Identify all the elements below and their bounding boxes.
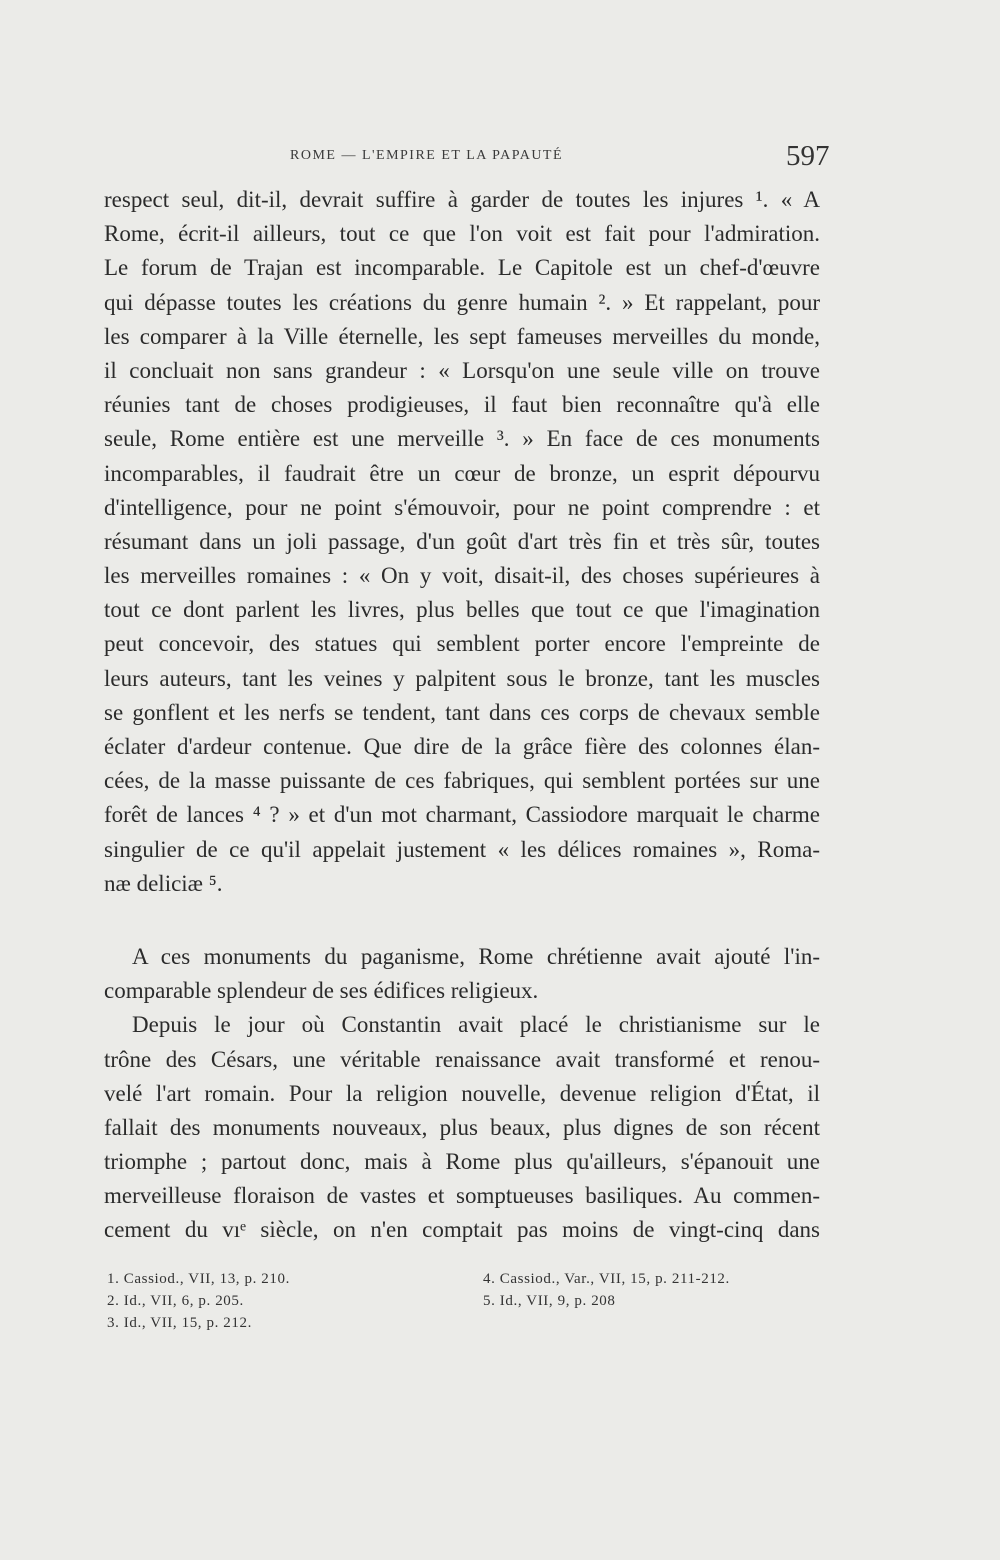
footnote: 1. Cassiod., VII, 13, p. 210.: [107, 1271, 290, 1287]
text-line: se gonflent et les nerfs se tendent, tant dans ces corps de chevaux semble: [104, 699, 820, 725]
paragraph-3: [104, 1008, 820, 1247]
text-line: velé l'art romain. Pour la religion nouvelle, devenue religion d'État, il: [104, 1080, 820, 1106]
text-line: merveilleuse floraison de vastes et somptueuses basiliques. Au commen-: [104, 1183, 820, 1209]
text-line: il concluait non sans grandeur : « Lorsqu'on une seule ville on trouve: [104, 357, 820, 383]
text-line: d'intelligence, pour ne point s'émouvoir, pour ne point comprendre : et: [104, 494, 820, 520]
text-line: comparable splendeur de ses édifices religieux.: [104, 978, 539, 1004]
text-line: Rome, écrit-il ailleurs, tout ce que l'on voit est fait pour l'admiration.: [104, 221, 820, 247]
text-line: forêt de lances ⁴ ? » et d'un mot charmant, Cassiodore marquait le charme: [104, 802, 820, 828]
page-number: 597: [786, 140, 830, 172]
paragraph-gap: [104, 901, 820, 940]
footnote: 2. Id., VII, 6, p. 205.: [107, 1293, 244, 1309]
text-line: résumant dans un joli passage, d'un goût d'art très fin et très sûr, toutes: [104, 528, 820, 554]
text-line: seule, Rome entière est une merveille ³. » En face de ces monuments: [104, 426, 820, 452]
text-line: singulier de ce qu'il appelait justement « les délices romaines », Roma-: [104, 836, 820, 862]
text-line: næ deliciæ ⁵.: [104, 870, 223, 896]
text-line: les merveilles romaines : « On y voit, disait-il, des choses supérieures à: [104, 563, 820, 589]
text-line: incomparables, il faudrait être un cœur de bronze, un esprit dépourvu: [104, 460, 820, 486]
text-line: éclater d'ardeur contenue. Que dire de la grâce fière des colonnes élan-: [104, 734, 820, 759]
footnote: 5. Id., VII, 9, p. 208: [483, 1293, 616, 1309]
text-line: triomphe ; partout donc, mais à Rome plus qu'ailleurs, s'épanouit une: [104, 1149, 820, 1175]
text-line: leurs auteurs, tant les veines y palpitent sous le bronze, tant les muscles: [104, 665, 820, 691]
running-head: ROME — L'EMPIRE ET LA PAPAUTÉ: [290, 148, 564, 163]
text-line: cées, de la masse puissante de ces fabriques, qui semblent portées sur une: [104, 768, 820, 794]
footnote: 4. Cassiod., Var., VII, 15, p. 211-212.: [483, 1271, 730, 1287]
text-line: fallait des monuments nouveaux, plus beaux, plus dignes de son récent: [104, 1114, 820, 1140]
text-line: qui dépasse toutes les créations du genre humain ². » Et rappelant, pour: [104, 289, 820, 315]
text-line: Le forum de Trajan est incomparable. Le Capitole est un chef-d'œuvre: [104, 255, 820, 281]
text-line: peut concevoir, des statues qui semblent porter encore l'empreinte de: [104, 631, 820, 657]
text-line: A ces monuments du paganisme, Rome chrétienne avait ajouté l'in-: [132, 943, 820, 969]
paragraph-2: [104, 940, 820, 1008]
text-line: respect seul, dit-il, devrait suffire à garder de toutes les injures ¹. « A: [104, 187, 820, 212]
body-text: [104, 183, 820, 1248]
text-line: tout ce dont parlent les livres, plus belles que tout ce que l'imagination: [104, 597, 820, 623]
text-line: les comparer à la Ville éternelle, les sept fameuses merveilles du monde,: [104, 323, 820, 349]
text-line: trône des Césars, une véritable renaissance avait transformé et renou-: [104, 1046, 820, 1072]
footnotes-right-column: [483, 1268, 730, 1312]
text-line: cement du vıᵉ siècle, on n'en comptait pas moins de vingt-cinq dans: [104, 1217, 820, 1243]
text-line: réunies tant de choses prodigieuses, il faut bien reconnaître qu'à elle: [104, 392, 820, 418]
footnote: 3. Id., VII, 15, p. 212.: [107, 1315, 252, 1331]
footnotes-left-column: [107, 1268, 290, 1334]
text-line: Depuis le jour où Constantin avait placé le christianisme sur le: [132, 1012, 820, 1038]
paragraph-1: [104, 183, 820, 901]
